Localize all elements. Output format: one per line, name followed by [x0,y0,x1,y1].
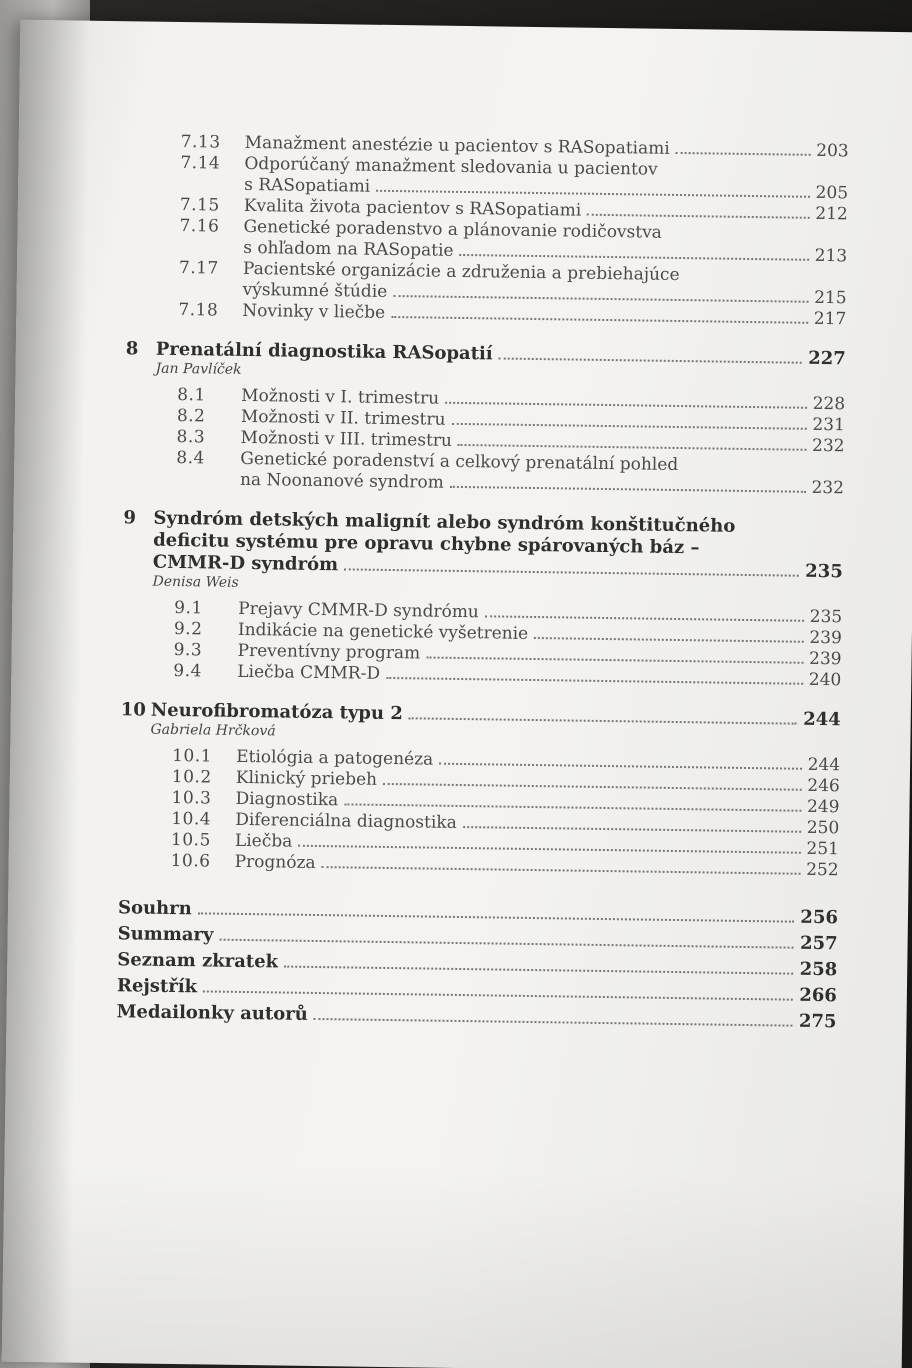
dot-leader [458,444,806,451]
section-title: Genetické poradenství a celkový prenatální pohled [240,448,679,476]
section-title: Možnosti v I. trimestru [241,385,440,409]
section-title: Klinický priebeh [235,767,378,790]
dot-leader [445,402,807,409]
chapter-title: Neurofibromatóza typu 2 [150,699,403,725]
end-matter-title: Rejstřík [116,975,198,998]
page-number: 203 [816,140,849,162]
end-matter-title: Medailonky autorů [116,1001,308,1025]
section-number: 7.18 [178,300,219,321]
page-number: 228 [812,393,846,415]
chapter-9 [121,507,843,691]
section-number: 9.1 [174,597,203,619]
section-title: Prejavy CMMR-D syndrómu [238,598,479,623]
page-number: 244 [803,708,841,731]
section-number: 7.13 [180,132,221,153]
section-number: 9.4 [173,660,203,682]
page-number: 232 [811,435,845,457]
page-number: 232 [811,477,845,499]
page-number: 231 [812,414,845,436]
page-number: 244 [807,754,841,776]
section-title: Odporúčaný manažment sledovania u pacientov [244,153,658,180]
dot-leader [463,826,801,833]
section-number: 9.3 [173,639,203,661]
page-number: 249 [806,796,840,818]
end-matter-title: Seznam zkratek [117,949,279,973]
page-number: 215 [814,287,847,309]
dot-leader [284,966,794,975]
dot-leader [386,677,803,685]
section-title: Prognóza [234,851,316,873]
dot-leader [485,615,804,621]
end-matter-title: Souhrn [117,897,192,920]
section-number: 10.2 [171,766,212,788]
dot-leader [676,152,811,156]
page-number: 256 [800,906,839,929]
dot-leader [391,316,808,324]
dot-leader [459,254,808,261]
page-number: 235 [805,560,843,583]
chapter-8 [124,338,846,499]
chapter-number: 9 [123,507,137,529]
section-title: Možnosti v II. trimestru [240,406,446,430]
section-number: 7.15 [179,195,220,216]
chapter-author: Jan Pavlíček [155,360,242,378]
chapter-10 [119,699,841,881]
dot-leader [344,568,799,576]
dot-leader [344,803,801,811]
dot-leader [198,912,795,922]
book-page [2,20,912,1368]
dot-leader [298,845,800,854]
page-number: 275 [798,1010,837,1033]
section-title: Preventívny program [237,640,421,664]
section-number: 10.4 [171,808,212,830]
section-number: 8.3 [176,426,206,448]
section-number: 10.6 [170,850,211,872]
dot-leader [499,357,803,363]
page-number: 205 [815,182,849,204]
section-number: 8.2 [176,405,206,427]
dot-leader [219,939,794,949]
section-title: Kvalita života pacientov s RASopatiami [243,195,582,221]
section-title: Možnosti v III. trimestru [240,427,453,451]
page-number: 246 [807,775,840,797]
dot-leader [450,486,806,493]
chapter-author: Denisa Weis [152,573,239,591]
dot-leader [439,763,801,770]
chapter-title-line-2: deficitu systému pre opravu chybne spárovaných báz – [153,529,700,559]
chapter-title-line-1: Syndróm detských malignít alebo syndróm konštitučného [153,507,736,537]
end-matter [116,897,838,1037]
dot-leader [409,717,797,724]
page-number: 251 [806,838,840,860]
dot-leader [383,783,801,791]
chapter-7-sections [126,131,849,330]
dot-leader [451,423,806,430]
section-number: 9.2 [173,618,203,640]
section-title-continued: výskumné štúdie [242,279,388,302]
section-number: 8.4 [176,447,206,469]
dot-leader [314,1018,793,1027]
section-title: Liečba [234,830,293,852]
section-title: Genetické poradenstvo a plánovanie rodičovstva [243,216,663,243]
section-title: Novinky v liečbe [242,300,386,323]
section-title: Indikácie na genetické vyšetrenie [237,619,529,644]
chapter-title-line-3: CMMR-D syndróm [152,551,339,576]
chapter-number: 10 [120,699,147,721]
page-number: 266 [799,984,838,1007]
section-title: Diagnostika [235,788,339,811]
page-number: 240 [808,669,842,691]
dot-leader [376,190,809,198]
page-number: 250 [806,817,840,839]
page-number: 227 [808,347,846,370]
section-title: Manažment anestézie u pacientov s RASopatiami [244,132,670,159]
page-shading [2,1162,905,1368]
section-number: 8.1 [177,385,206,406]
page-number: 257 [799,932,838,955]
page-number: 252 [806,859,839,881]
dot-leader [393,295,808,303]
section-title-continued: s ohľadom na RASopatie [243,237,454,261]
dot-leader [534,637,803,643]
section-number: 7.16 [179,216,220,237]
section-number: 7.14 [180,153,221,174]
chapter-author: Gabriela Hrčková [150,721,276,740]
page-number: 239 [809,627,843,649]
section-title: Pacientské organizácie a združenia a prebiehajúce [242,258,680,286]
page-number: 258 [799,958,838,981]
chapter-number: 8 [125,338,139,360]
chapter-title: Prenatální diagnostika RASopatií [155,338,493,365]
page-number: 213 [814,245,848,267]
section-title: Etiológia a patogenéza [236,746,434,770]
table-of-contents [116,131,848,1037]
page-number: 235 [809,606,843,628]
dot-leader [426,657,803,664]
section-title: Liečba CMMR-D [237,661,381,684]
page-number: 212 [815,203,848,225]
dot-leader [322,866,801,875]
dot-leader [587,214,809,219]
section-title-continued: na Noonanové syndrom [239,469,444,493]
section-title-continued: s RASopatiami [243,174,371,197]
section-number: 10.3 [171,787,212,809]
section-number: 10.5 [170,829,211,851]
page-number: 217 [813,308,847,330]
section-number: 10.1 [172,745,213,767]
dot-leader [203,990,793,1000]
section-title: Diferenciálna diagnostika [235,809,457,833]
section-number: 7.17 [178,258,219,279]
page-number: 239 [808,648,842,670]
end-matter-title: Summary [117,923,214,946]
